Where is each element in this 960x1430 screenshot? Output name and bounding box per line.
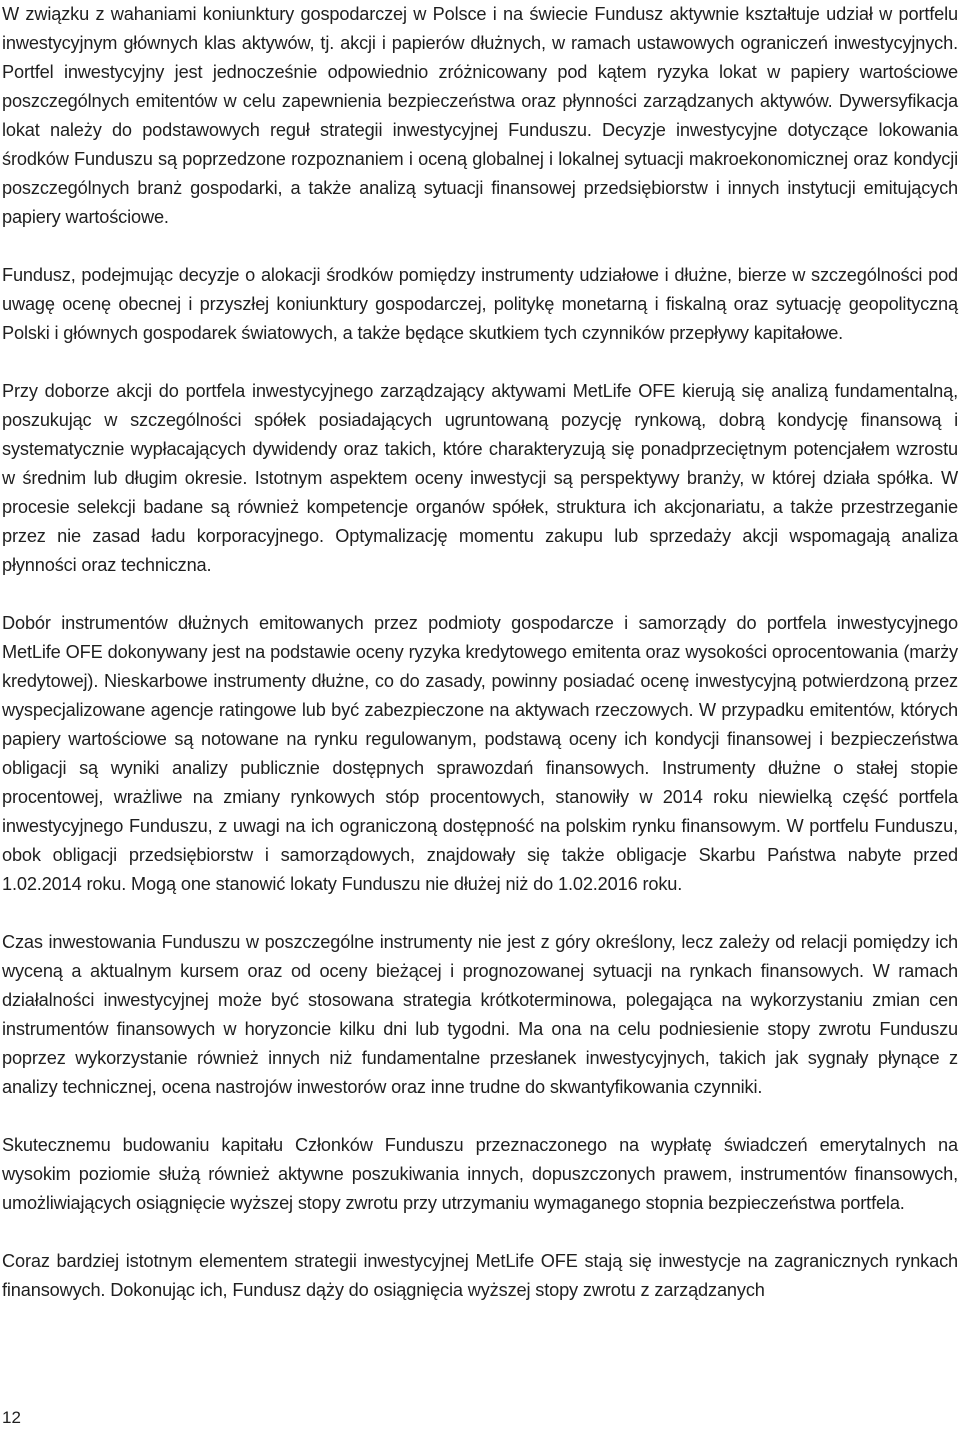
paragraph-allocation-factors: Fundusz, podejmując decyzje o alokacji środków pomiędzy instrumenty udziałowe i dłużne, bierze w szczególności pod uwagę ocenę obecnej i przyszłej koniunktury gospodarczej, politykę monetarną i fiskalną oraz sytuację geopolityczną Polski i głównych gospodarek światowych, a także będące skutkiem tych czynników przepływy kapitałowe. xyxy=(2,265,958,343)
paragraph-capital-building: Skutecznemu budowaniu kapitału Członków Funduszu przeznaczonego na wypłatę świadczeń emerytalnych na wysokim poziomie służą również aktywne poszukiwania innych, dopuszczonych prawem, instrumentów finansowych, umożliwiających osiągnięcie wyższej stopy zwrotu przy utrzymaniu wymaganego stopnia bezpieczeństwa portfela. xyxy=(2,1135,958,1213)
body-text xyxy=(2,0,958,1305)
paragraph-foreign-investments: Coraz bardziej istotnym elementem strategii inwestycyjnej MetLife OFE stają się inwestycje na zagranicznych rynkach finansowych. Dokonując ich, Fundusz dąży do osiągnięcia wyższej stopy zwrotu z zarządzanych xyxy=(2,1251,958,1300)
paragraph-debt-selection: Dobór instrumentów dłużnych emitowanych przez podmioty gospodarcze i samorządy do portfela inwestycyjnego MetLife OFE dokonywany jest na podstawie oceny ryzyka kredytowego emitenta oraz wysokości oprocentowania (marży kredytowej). Nieskarbowe instrumenty dłużne, co do zasady, powinny posiadać ocenę inwestycyjną potwierdzoną przez wyspecjalizowane agencje ratingowe lub być zabezpieczone na aktywach rzeczowych. W przypadku emitentów, których papiery wartościowe są notowane na rynku regulowanym, podstawą oceny ich kondycji finansowej i bezpieczeństwa obligacji są wyniki analizy publicznie dostępnych sprawozdań finansowych. Instrumenty dłużne o stałej stopie procentowej, wrażliwe na zmiany rynkowych stóp procentowych, stanowiły w 2014 roku niewielką część portfela inwestycyjnego Funduszu, z uwagi na ich ograniczoną dostępność na polskim rynku finansowym. W portfelu Funduszu, obok obligacji przedsiębiorstw i samorządowych, znajdowały się także obligacje Skarbu Państwa nabyte przed 1.02.2014 roku. Mogą one stanowić lokaty Funduszu nie dłużej niż do 1.02.2016 roku. xyxy=(2,613,958,894)
page-number: 12 xyxy=(2,1408,21,1427)
paragraph-investment-horizon: Czas inwestowania Funduszu w poszczególne instrumenty nie jest z góry określony, lecz zależy od relacji pomiędzy ich wyceną a aktualnym kursem oraz od oceny bieżącej i prognozowanej sytuacji na rynkach finansowych. W ramach działalności inwestycyjnej może być stosowana strategia krótkoterminowa, polegająca na wykorzystaniu zmian cen instrumentów finansowych w horyzoncie kilku dni lub tygodni. Ma ona na celu podniesienie stopy zwrotu Funduszu poprzez wykorzystanie również innych niż fundamentalne przesłanek inwestycyjnych, takich jak sygnały płynące z analizy technicznej, ocena nastrojów inwestorów oraz inne trudne do skwantyfikowania czynniki. xyxy=(2,932,958,1097)
paragraph-asset-allocation: W związku z wahaniami koniunktury gospodarczej w Polsce i na świecie Fundusz aktywnie kształtuje udział w portfelu inwestycyjnym głównych klas aktywów, tj. akcji i papierów dłużnych, w ramach ustawowych ograniczeń inwestycyjnych. Portfel inwestycyjny jest jednocześnie odpowiednio zróżnicowany pod kątem ryzyka lokat w papiery wartościowe poszczególnych emitentów w celu zapewnienia bezpieczeństwa oraz płynności zarządzanych aktywów. Dywersyfikacja lokat należy do podstawowych reguł strategii inwestycyjnej Funduszu. Decyzje inwestycyjne dotyczące lokowania środków Funduszu są poprzedzone rozpoznaniem i oceną globalnej i lokalnej sytuacji makroekonomicznej oraz kondycji poszczególnych branż gospodarki, a także analizą sytuacji finansowej przedsiębiorstw i innych instytucji emitujących papiery wartościowe. xyxy=(2,4,958,227)
paragraph-equity-selection: Przy doborze akcji do portfela inwestycyjnego zarządzający aktywami MetLife OFE kierują się analizą fundamentalną, poszukując w szczególności spółek posiadających ugruntowaną pozycję rynkową, dobrą kondycję finansową i systematycznie wypłacających dywidendy oraz takich, które charakteryzują się ponadprzeciętnym potencjałem wzrostu w średnim lub długim okresie. Istotnym aspektem oceny inwestycji są perspektywy branży, w której działa spółka. W procesie selekcji badane są również kompetencje organów spółek, struktura ich akcjonariatu, a także przestrzeganie przez nie zasad ładu korporacyjnego. Optymalizację momentu zakupu lub sprzedaży akcji wspomagają analiza płynności oraz techniczna. xyxy=(2,381,958,575)
